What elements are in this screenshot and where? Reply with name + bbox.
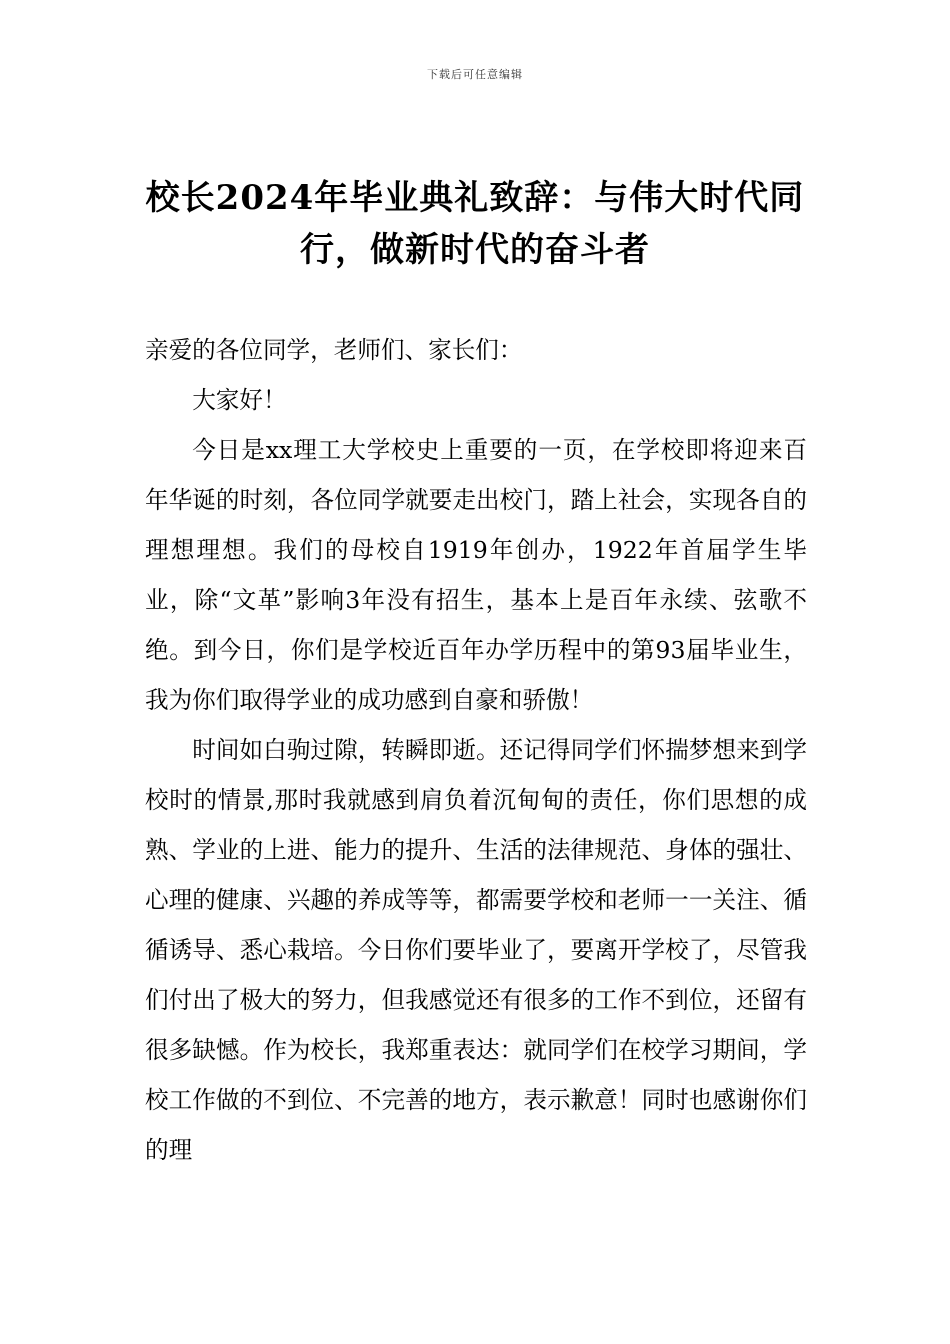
document-title: 校长2024年毕业典礼致辞：与伟大时代同行，做新时代的奋斗者 bbox=[145, 178, 805, 270]
paragraph-3: 时间如白驹过隙，转瞬即逝。还记得同学们怀揣梦想来到学校时的情景,那时我就感到肩负着沉甸甸的责任，你们思想的成熟、学业的上进、能力的提升、生活的法律规范、身体的强壮、心理的健康、兴趣的养成等等，都需要学校和老师一一关注、循循诱导、悉心栽培。今日你们要毕业了，要离开学校了，尽管我们付出了极大的努力，但我感觉还有很多的工作不到位，还留有很多缺憾。作为校长，我郑重表达：就同学们在校学习期间，学校工作做的不到位、不完善的地方，表示歉意！同时也感谢你们的理 bbox=[145, 736, 807, 1164]
document-body bbox=[145, 325, 807, 1175]
page-header-note: 下载后可任意编辑 bbox=[427, 68, 523, 81]
paragraph-1: 大家好！ bbox=[192, 386, 287, 414]
greeting: 亲爱的各位同学，老师们、家长们： bbox=[145, 336, 523, 364]
paragraph-2: 今日是xx理工大学校史上重要的一页，在学校即将迎来百年华诞的时刻，各位同学就要走出校门，踏上社会，实现各自的理想理想。我们的母校自1919年创办，1922年首届学生毕业，除“文革”影响3年没有招生，基本上是百年永续、弦歌不绝。到今日，你们是学校近百年办学历程中的第93届毕业生，我为你们取得学业的成功感到自豪和骄傲！ bbox=[145, 436, 807, 714]
